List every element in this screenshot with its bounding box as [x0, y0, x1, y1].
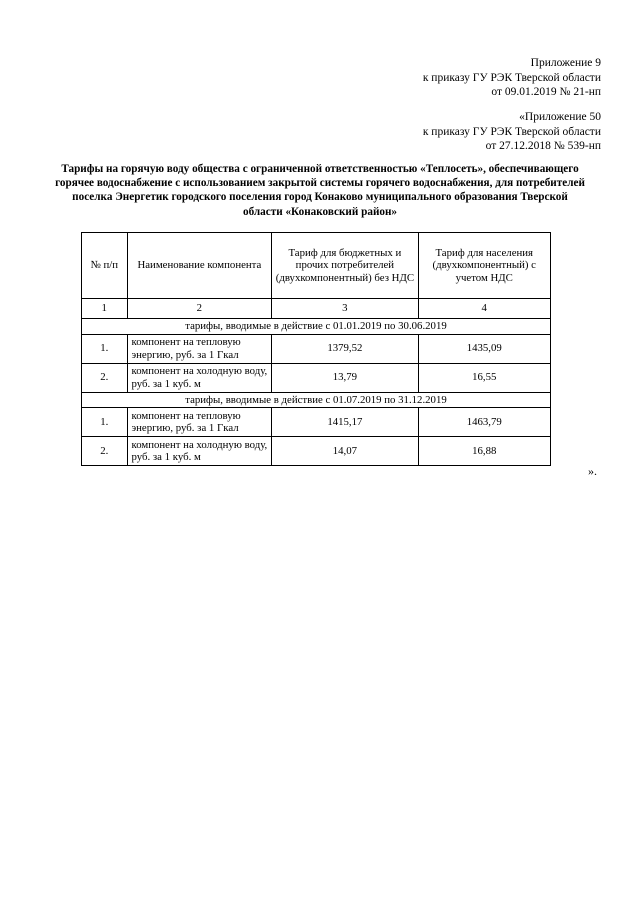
annex-order-ref: к приказу ГУ РЭК Тверской области — [422, 71, 601, 84]
annex-order-date: от 09.01.2019 № 21-нп — [491, 86, 601, 98]
column-number-row — [82, 299, 551, 319]
row-component: компонент на холодную воду, руб. за 1 куб. м — [127, 363, 272, 392]
column-number: 3 — [272, 299, 418, 319]
period-label: тарифы, вводимые в действие с 01.07.2019 по 31.12.2019 — [82, 392, 551, 408]
title-line: поселка Энергетик городского поселения город Конаково муниципального образования Тверской — [72, 191, 568, 204]
row-number: 2. — [82, 437, 128, 466]
row-population-tariff: 1435,09 — [418, 334, 551, 363]
table-row — [82, 437, 551, 466]
table-row — [82, 363, 551, 392]
period-row — [82, 392, 551, 408]
row-number: 1. — [82, 408, 128, 437]
header-population-tariff: Тариф для населения (двухкомпонентный) с учетом НДС — [418, 233, 551, 299]
row-budget-tariff: 1379,52 — [272, 334, 418, 363]
row-population-tariff: 16,55 — [418, 363, 551, 392]
tariff-table — [81, 232, 551, 466]
header-number: № п/п — [82, 233, 128, 299]
annex-number: «Приложение 50 — [519, 111, 601, 123]
title-line: Тарифы на горячую воду общества с ограниченной ответственностью «Теплосеть», обеспечивающего — [61, 163, 579, 175]
row-population-tariff: 16,88 — [418, 437, 551, 466]
annex-reference-current — [423, 56, 601, 100]
title-line: горячее водоснабжение с использованием закрытой системы горячего водоснабжения, для потребителей — [55, 177, 585, 190]
row-budget-tariff: 14,07 — [272, 437, 418, 466]
column-number: 1 — [82, 299, 128, 319]
column-number: 4 — [418, 299, 551, 319]
annex-order-date: от 27.12.2018 № 539-нп — [485, 140, 601, 152]
row-budget-tariff: 13,79 — [272, 363, 418, 392]
table-row — [82, 408, 551, 437]
row-component: компонент на холодную воду, руб. за 1 куб. м — [127, 437, 272, 466]
period-row — [82, 319, 551, 335]
annex-number: Приложение 9 — [530, 57, 601, 69]
row-population-tariff: 1463,79 — [418, 408, 551, 437]
row-number: 1. — [82, 334, 128, 363]
table-row — [82, 334, 551, 363]
table-header-row — [82, 233, 551, 299]
title-line: области «Конаковский район» — [242, 205, 398, 218]
closing-quote: ». — [588, 464, 597, 478]
row-number: 2. — [82, 363, 128, 392]
annex-reference-amended — [423, 110, 601, 154]
row-component: компонент на тепловую энергию, руб. за 1 Гкал — [127, 408, 272, 437]
document-title — [30, 162, 610, 219]
column-number: 2 — [127, 299, 272, 319]
row-budget-tariff: 1415,17 — [272, 408, 418, 437]
header-budget-tariff: Тариф для бюджетных и прочих потребителей (двухкомпонентный) без НДС — [272, 233, 418, 299]
annex-order-ref: к приказу ГУ РЭК Тверской области — [422, 125, 601, 138]
period-label: тарифы, вводимые в действие с 01.01.2019 по 30.06.2019 — [82, 319, 551, 335]
header-component: Наименование компонента — [127, 233, 272, 299]
row-component: компонент на тепловую энергию, руб. за 1 Гкал — [127, 334, 272, 363]
